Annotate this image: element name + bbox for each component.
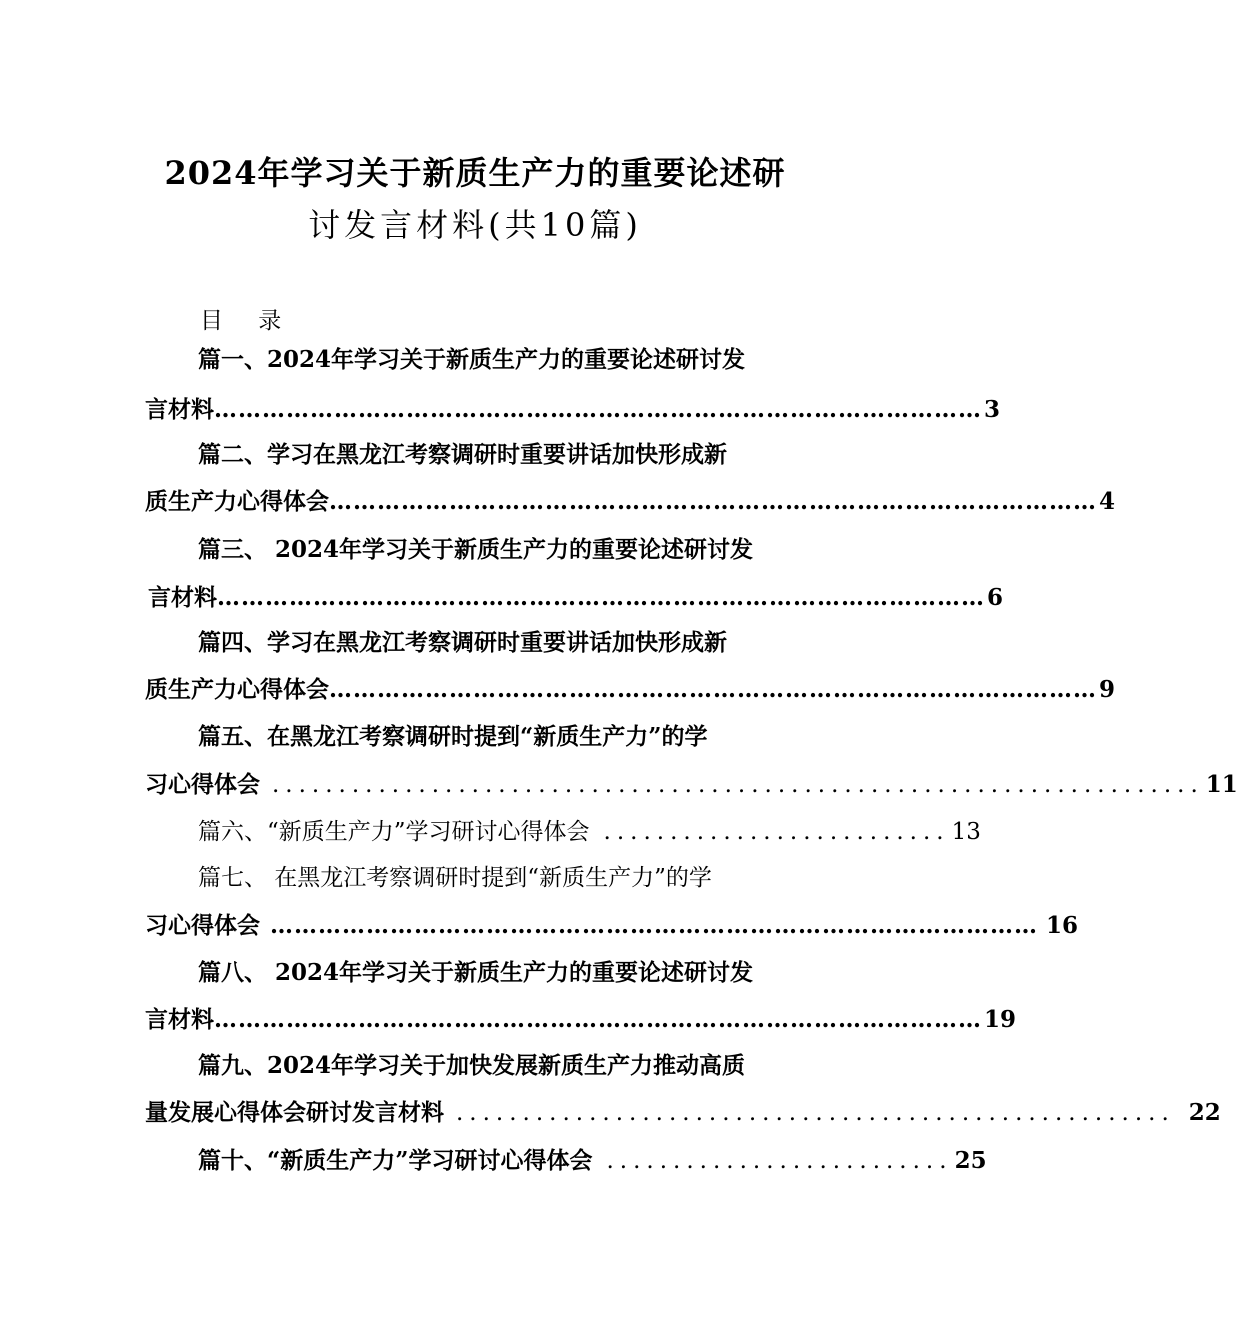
toc-entry-1-title[interactable]: 篇一、2024年学习关于新质生产力的重要论述研讨发 [198,346,746,373]
leader-dots: …………………………………………………………………………………… [217,584,985,611]
page-number: 13 [951,819,981,845]
leader-dots: .......................... [606,1148,953,1174]
toc-entry-label: 质生产力心得体会 [145,488,329,515]
toc-entry-9-title[interactable]: 篇九、2024年学习关于加快发展新质生产力推动高质 [198,1052,746,1079]
toc-entry-label: 习心得体会 [145,912,260,939]
leader-dots: …………………………………………………………………………………… [214,396,982,423]
leader-dots: …………………………………………………………………………………… [214,1006,982,1033]
page-number: 9 [1099,676,1116,703]
toc-entry-4-title[interactable]: 篇四、学习在黑龙江考察调研时重要讲话加快形成新 [198,629,727,656]
leader-dots: ...................................................................... [272,772,1204,798]
toc-entry-5-continuation[interactable] [145,769,1238,801]
toc-entry-8-continuation[interactable] [145,1004,1017,1036]
toc-entry-3-continuation[interactable] [148,582,1004,614]
toc-entry-5-title[interactable]: 篇五、在黑龙江考察调研时提到“新质生产力”的学 [198,723,708,750]
toc-entry-9-continuation[interactable] [145,1097,1221,1129]
document-title-line-1: 2024年学习关于新质生产力的重要论述研 [164,154,786,192]
page-number: 3 [984,396,1001,423]
toc-entry-label: 言材料 [148,584,217,611]
leader-dots: ...................................................... [456,1100,1175,1126]
toc-entry-label: 篇六、“新质生产力”学习研讨心得体会 [198,819,590,845]
toc-entry-2-title[interactable]: 篇二、学习在黑龙江考察调研时重要讲话加快形成新 [198,441,727,468]
toc-entry-7-title[interactable]: 篇七、 在黑龙江考察调研时提到“新质生产力”的学 [198,865,712,891]
page-number: 4 [1099,488,1116,515]
page-number: 19 [984,1006,1017,1033]
page-number: 22 [1188,1099,1221,1126]
toc-entry-7-continuation[interactable] [145,910,1079,942]
toc-entry-4-continuation[interactable] [145,674,1116,706]
toc-entry-8-title[interactable]: 篇八、 2024年学习关于新质生产力的重要论述研讨发 [198,959,754,986]
toc-entry-10[interactable] [198,1145,987,1177]
toc-entry-label: 量发展心得体会研讨发言材料 [145,1099,444,1126]
page-number: 16 [1046,912,1079,939]
toc-heading: 目 录 [200,308,296,334]
page-number: 25 [954,1147,987,1174]
document-title-line-2: 讨发言材料(共10篇) [308,206,642,244]
toc-entry-2-continuation[interactable] [145,486,1116,518]
leader-dots: .......................... [603,819,950,845]
page-number: 6 [987,584,1004,611]
toc-entry-label: 言材料 [145,396,214,423]
toc-entry-label: 习心得体会 [145,771,260,798]
toc-entry-label: 言材料 [145,1006,214,1033]
leader-dots: …………………………………………………………………………………… [329,488,1097,515]
toc-entry-6[interactable] [198,816,981,848]
toc-entry-3-title[interactable]: 篇三、 2024年学习关于新质生产力的重要论述研讨发 [198,536,754,563]
page-number: 11 [1205,771,1238,798]
toc-entry-label: 篇十、“新质生产力”学习研讨心得体会 [198,1147,593,1174]
toc-entry-1-continuation[interactable] [145,394,1001,426]
toc-entry-label: 质生产力心得体会 [145,676,329,703]
leader-dots: …………………………………………………………………………………… [270,912,1038,939]
leader-dots: …………………………………………………………………………………… [329,676,1097,703]
